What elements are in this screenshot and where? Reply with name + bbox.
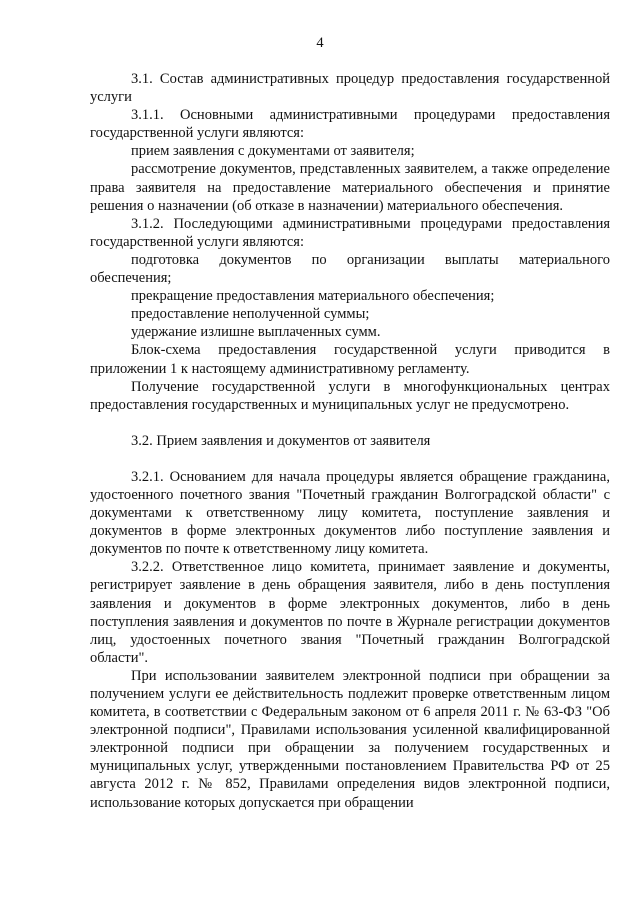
list-item-review-documents: рассмотрение документов, представленных заявителем, а также определение права заявителя на предоставление материального обеспечения и принятие решения о назначении (об отказе в назначении) материального обеспечения.	[90, 161, 610, 214]
list-item-receive-application: прием заявления с документами от заявителя;	[131, 143, 415, 160]
paragraph-mfc-note: Получение государственной услуги в многофункциональных центрах предоставления государственных и муниципальных услуг не предусмотрено.	[90, 378, 610, 413]
clause-3-1-1: 3.1.1. Основными административными процедурами предоставления государственной услуги являются:	[90, 107, 610, 142]
section-heading-3-2: 3.2. Прием заявления и документов от заявителя	[131, 432, 431, 449]
paragraph-flowchart-reference: Блок-схема предоставления государственной услуги приводится в приложении 1 к настоящему административному регламенту.	[90, 342, 610, 377]
page-number: 4	[316, 35, 324, 51]
clause-3-1-2: 3.1.2. Последующими административными процедурами предоставления государственной услуги являются:	[90, 215, 610, 250]
list-item-unpaid-sum: предоставление неполученной суммы;	[131, 306, 370, 323]
list-item-terminate-provision: прекращение предоставления материального обеспечения;	[131, 288, 495, 305]
list-item-withhold-overpaid: удержание излишне выплаченных сумм.	[131, 324, 381, 341]
section-heading-3-1: 3.1. Состав административных процедур предоставления государственной услуги	[90, 71, 610, 106]
clause-3-2-2: 3.2.2. Ответственное лицо комитета, принимает заявление и документы, регистрирует заявление в день обращения заявителя, либо в день поступления заявления и документов в форме электронных документов, либо в день поступления заявления и документов по почте в Журнале регистрации документов лиц, удостоенных почетного звания "Почетный гражданин Волгоградской области".	[90, 559, 610, 666]
list-item-prepare-payment-docs: подготовка документов по организации выплаты материального обеспечения;	[90, 251, 610, 287]
paragraph-electronic-signature: При использовании заявителем электронной подписи при обращении за получением услуги ее действительность подлежит проверке ответственным лицом комитета, в соответствии с Федеральным законом от 6 апреля 2011 г. № 63-ФЗ "Об электронной подписи", Правилами использования усиленной квалифицированной электронной подписи при обращении за получением государственных и муниципальных услуг, утвержденными постановлением Правительства РФ от 25 августа 2012 г. № 852, Правилами определения видов электронной подписи, использование которых допускается при обращении	[90, 667, 610, 811]
clause-3-2-1: 3.2.1. Основанием для начала процедуры является обращение гражданина, удостоенного почетного звания "Почетный гражданин Волгоградской области" с документами к ответственному лицу комитета, поступление заявления и документов в форме электронных документов либо поступление заявления и документов по почте к ответственному лицу комитета.	[90, 468, 610, 558]
document-body	[90, 70, 610, 812]
